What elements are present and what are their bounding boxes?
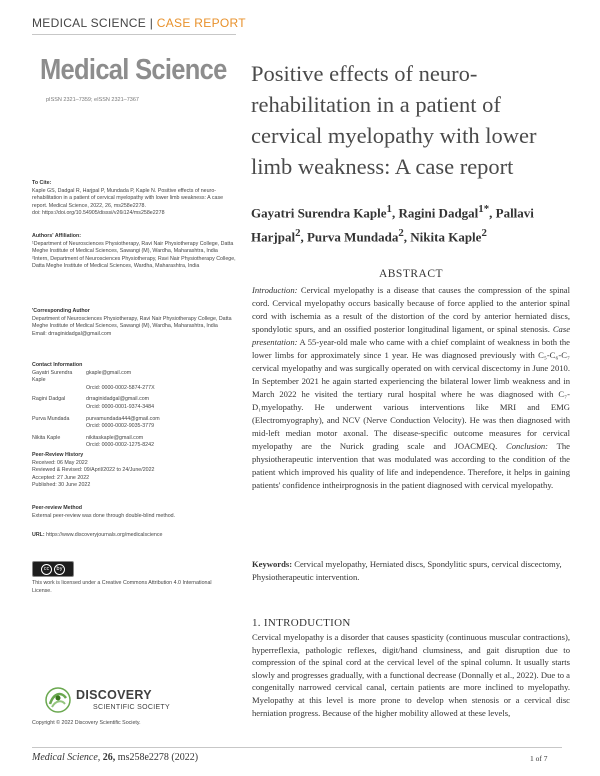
creative-commons-icon[interactable] (32, 561, 74, 577)
introduction-text: Cervical myelopathy is a disorder that causes spasticity (continuous muscular contractions), hyperreflexia, pathologic reflexes, digit/hand clumsiness, and gait disruption due to compression of the spinal cord at the cervical level of the spinal column. It usually starts slowly and progresses gradually, with a functional decrease (Donnally et al., 2022). Due to a congenitally narrowed cervical canal, certain patients are more inclined to myelopathy. Myelopathy at this level is more prone to develop when stenosis or a cervical disc herniation progress. Because of the higher mobility allowed at these levels, (252, 632, 570, 718)
cite-text: Kaple GS, Dadgal R, Harjpal P, Mundada P, Kaple N. Positive effects of neuro-rehabilitation in a patient of cervical myelopathy with lower limb weakness: A case report. Medical Science, 2022, 26, ms258e2278. (32, 187, 224, 209)
corresponding-text: Department of Neurosciences Physiotherapy, Ravi Nair Physiotherapy College, Datta Meghe Institute of Medical Sciences, Sawangi (M), Wardha, Maharashtra, India (32, 315, 232, 330)
contact-row (32, 385, 238, 393)
contact-row (32, 396, 238, 404)
author-name: Nikita Kaple (410, 229, 482, 245)
header-separator: | (149, 16, 154, 30)
footer-article-id: ms258e2278 (117, 752, 169, 763)
article-title: Positive effects of neuro-rehabilitation in a patient of cervical myelopathy with lower limb weakness: A case report (251, 61, 537, 179)
received-date: Received: 06 May 2022 (32, 459, 88, 466)
keywords-text: Cervical myelopathy, Herniated discs, Spondylitic spurs, cervical discectomy, Physiotherapeutic intervention. (252, 559, 562, 582)
author-affil: 1* (478, 203, 490, 215)
contact-row (32, 423, 238, 431)
by-glyph: by (54, 564, 65, 575)
footer-year: (2022) (171, 752, 199, 763)
introduction-heading: 1. INTRODUCTION (252, 617, 351, 629)
method-heading: Peer-review Method (32, 505, 83, 511)
method-text: External peer-review was done through double-blind method. (32, 512, 176, 519)
conclusion-text: The physiotherapeutic intervention that was modulated was according to the condition of the patient which improved his quality of life and independence. Therefore, it helps in gaining patients' confidence intheirprognosis in the patient diagnosed with cervical myelopathy. (252, 441, 570, 490)
contact-orcid: Orcid: 0000-0002-9035-3779 (86, 423, 155, 430)
footer-citation (32, 752, 198, 763)
affiliation-block (32, 233, 238, 271)
affiliation-heading: Authors' Affiliation: (32, 233, 82, 239)
cite-block (32, 180, 238, 218)
intro-label: Introduction: (252, 285, 298, 295)
issn-line: pISSN 2321–7359; eISSN 2321–7367 (46, 97, 139, 103)
url-label: URL: (32, 532, 45, 538)
contact-orcid: Orcid: 0000-0002-1275-8242 (86, 442, 155, 449)
copyright-notice: Copyright © 2022 Discovery Scientific Society. (32, 720, 141, 726)
contact-row (32, 435, 238, 443)
history-block (32, 452, 238, 490)
reviewed-dates: Reviewed & Revised: 09/April/2022 to 24/June/2022 (32, 467, 155, 474)
footer-divider (32, 747, 562, 748)
abstract-text (252, 284, 570, 492)
contact-row (32, 404, 238, 412)
author-affil: 2 (481, 227, 487, 240)
contact-email[interactable]: gkaple@gmail.com (86, 369, 132, 376)
contact-heading: Contact Information (32, 362, 83, 368)
author-affil: 2 (295, 227, 301, 240)
page-number: 1 of 7 (530, 754, 548, 763)
corresponding-heading: 'Corresponding Author (32, 308, 90, 314)
discovery-logo-icon (44, 686, 72, 714)
journal-logo: Medical Science (40, 54, 227, 86)
publisher-subtitle: SCIENTIFIC SOCIETY (93, 704, 170, 711)
footer-volume: 26, (102, 752, 116, 763)
license-text: This work is licensed under a Creative Commons Attribution 4.0 International License. (32, 580, 212, 594)
contact-row (32, 442, 238, 450)
section-label: CASE REPORT (156, 16, 246, 30)
author-name: Ragini Dadgal (398, 205, 479, 221)
contact-row (32, 370, 238, 385)
footer-journal: Medical Science, (32, 752, 101, 763)
contact-row (32, 416, 238, 424)
keywords (252, 558, 570, 583)
doi-link[interactable]: doi: https://doi.org/10.54905/disssi/v26i124/ms258e2278 (32, 210, 165, 217)
keywords-label: Keywords: (252, 559, 293, 569)
author-name: Purva Mundada (306, 229, 399, 245)
contact-orcid: Orcid: 0000-0002-5874-277X (86, 384, 155, 391)
contact-email[interactable]: nikitaskaple@gmail.com (86, 434, 144, 441)
case-text: A 55-year-old male who came with a chief complaint of weakness in both the lower limbs for approximately since 1 year. He was diagnosed previously with C₅-C₆-C₇ cervical myelopathy and was surgically operated on with cervical discectomy in June 2010. In September 2021 he again started experiencing the bilateral lower limb weakness and in March 2022 he visited the tertiary rural hospital where he was diagnosed with C₇-D₁myelopathy. He underwent various interventions like MRI and EMG (Electromyography), and NCV (Nerve Conduction Velocity). He was then diagnosed with mid-left median motor axonal. The disease-specific outcome measures for cervical myelopathy are the Nurick grading scale and JOACMEQ. (252, 337, 570, 451)
url-line (32, 532, 238, 540)
abstract-heading: ABSTRACT (378, 268, 444, 280)
cite-heading: To Cite: (32, 180, 52, 186)
author-list: Gayatri Surendra Kaple$^1$, Ragini Dadgal$^{1*}$, Pallavi Harjpal$^2$, Purva Mundada$^2$, Nikita Kaple$^2$ (251, 203, 534, 245)
author-name: Pallavi Harjpal (251, 205, 534, 245)
publisher-name: DISCOVERY (76, 688, 152, 702)
contact-email[interactable]: drraginidadgal@gmail.com (86, 396, 150, 403)
published-date: Published: 30 June 2022 (32, 482, 91, 489)
cc-glyph: cc (41, 564, 52, 575)
contact-email[interactable]: purvamundada444@gmail.com (86, 415, 160, 422)
case-label: Case presentation: (252, 324, 571, 347)
contact-table (32, 370, 238, 450)
method-block (32, 505, 238, 520)
intro-text: Cervical myelopathy is a disease that causes the compression of the spinal cord. Cervical myelopathy occurs basically because of force applied to the anterior spinal cord with ischemia as a result of the distortion of the cord by anterior herniated discs, spondylotic spurs, and an ossified posterior longitudinal ligament, or spinal stenosis. (252, 285, 570, 334)
corresponding-email[interactable]: Email: drraginidadgal@gmail.com (32, 330, 112, 337)
contact-name: Gayatri Surendra Kaple (32, 369, 73, 384)
contact-name: Nikita Kaple (32, 434, 61, 441)
author-name: Gayatri Surendra Kaple (251, 205, 387, 221)
author-affil: 1 (386, 203, 392, 215)
affiliation-1: ¹Department of Neurosciences Physiotherapy, Ravi Nair Physiotherapy College, Datta Meghe Institute of Medical Sciences, Sawangi (M), Wardha, Maharashtra, India (32, 240, 234, 255)
author-affil: 2 (398, 227, 404, 240)
corresponding-block (32, 308, 238, 338)
journal-name: MEDICAL SCIENCE (32, 16, 147, 30)
affiliation-2: ²Intern, Department of Neurosciences Physiotherapy, Ravi Nair Physiotherapy College, Datta Meghe Institute of Medical Sciences, Wardha, Maharashtra, India (32, 255, 236, 270)
contact-orcid: Orcid: 0000-0001-9374-3484 (86, 403, 155, 410)
accepted-date: Accepted: 27 June 2022 (32, 474, 90, 481)
contact-name: Ragini Dadgal (32, 396, 66, 403)
contact-block (32, 362, 238, 450)
journal-header (32, 16, 246, 30)
url-link[interactable]: https://www.discoveryjournals.org/medicalscience (46, 532, 163, 538)
conclusion-label: Conclusion: (506, 441, 549, 451)
history-heading: Peer-Review History (32, 452, 84, 458)
contact-name: Purva Mundada (32, 415, 70, 422)
header-divider (32, 34, 236, 35)
